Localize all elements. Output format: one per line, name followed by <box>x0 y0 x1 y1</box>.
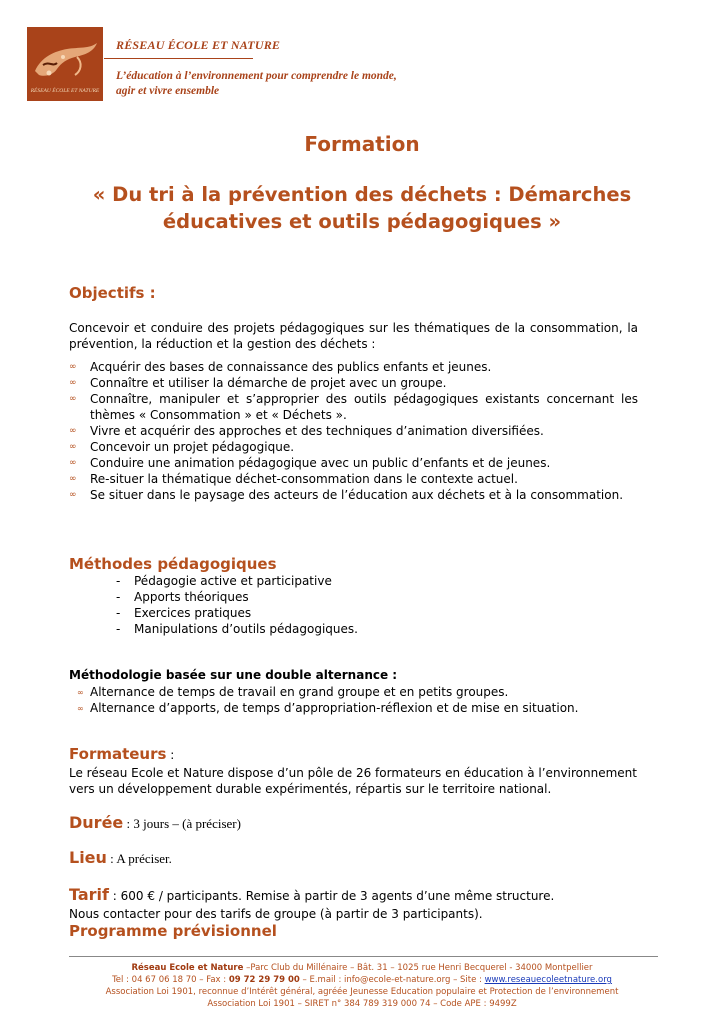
subtitle-line-1: « Du tri à la prévention des déchets : Démarches <box>92 183 632 206</box>
formateurs-text: Le réseau Ecole et Nature dispose d’un pôle de 26 formateurs en éducation à l’environnement vers un développement durable expérimentés, répartis sur le territoire national. <box>69 766 637 796</box>
website-link[interactable]: www.reseauecoleetnature.org <box>484 975 612 985</box>
tagline-line-1: L’éducation à l’environnement pour comprendre le monde, <box>116 70 397 82</box>
programme-heading: Programme prévisionnel <box>69 922 277 940</box>
list-item: ∞ Conduire une animation pédagogique avec un public d’enfants et de jeunes. <box>69 456 551 470</box>
list-item: ∞ Concevoir un projet pédagogique. <box>69 440 295 454</box>
list-item: ∞ Vivre et acquérir des approches et des techniques d’animation diversifiées. <box>69 424 544 438</box>
list-item: ∞ Se situer dans le paysage des acteurs de l’éducation aux déchets et à la consommation. <box>69 488 624 502</box>
methodes-list <box>116 573 616 637</box>
infinity-bullet-icon: ∞ <box>77 688 84 697</box>
infinity-bullet-icon: ∞ <box>69 490 77 500</box>
lieu-heading: Lieu <box>69 848 107 867</box>
duree-heading: Durée <box>69 813 124 832</box>
duree-row <box>69 813 241 832</box>
objectifs-list <box>69 359 638 503</box>
methodologie-heading: Méthodologie basée sur une double alternance : <box>69 668 398 682</box>
infinity-bullet-icon: ∞ <box>69 362 77 372</box>
tagline <box>116 69 436 99</box>
tagline-line-2: agir et vivre ensemble <box>116 85 220 97</box>
infinity-bullet-icon: ∞ <box>69 442 77 452</box>
footer <box>60 962 664 1010</box>
lieu-row <box>69 848 172 867</box>
tarif-note: Nous contacter pour des tarifs de groupe (à partir de 3 participants). <box>69 907 483 921</box>
objectifs-intro: Concevoir et conduire des projets pédagogiques sur les thématiques de la consommation, la prévention, la réduction et la gestion des déchets : <box>69 321 638 351</box>
tarif-heading: Tarif <box>69 885 109 904</box>
methodologie-list <box>69 684 638 716</box>
list-item: - Pédagogie active et participative <box>116 574 332 588</box>
list-item: ∞ Connaître et utiliser la démarche de projet avec un groupe. <box>69 376 447 390</box>
list-item: ∞ Connaître, manipuler et s’approprier des outils pédagogiques existants concernant les thèmes « Consommation » et « Déchets ». <box>69 392 638 422</box>
list-item: - Apports théoriques <box>116 590 249 604</box>
infinity-bullet-icon: ∞ <box>69 426 77 436</box>
footer-contact: Tel : 04 67 06 18 70 – Fax : 09 72 29 79 00 – E.mail : info@ecole-et-nature.org – Site : www.reseauecoleetnature.org <box>112 975 612 985</box>
footer-association: Association Loi 1901, reconnue d’Intérêt général, agréée Jeunesse Education populaire et Protection de l’environnement <box>105 987 619 997</box>
methodes-heading: Méthodes pédagogiques <box>69 555 277 573</box>
tarif-row <box>69 885 554 904</box>
infinity-bullet-icon: ∞ <box>69 394 77 404</box>
logo-caption: RÉSEAU ÉCOLE ET NATURE <box>30 88 100 94</box>
list-item: ∞ Acquérir des bases de connaissance des publics enfants et jeunes. <box>69 360 492 374</box>
subtitle-line-2: éducatives et outils pédagogiques » <box>162 210 562 233</box>
infinity-bullet-icon: ∞ <box>69 378 77 388</box>
list-item: - Exercices pratiques <box>116 606 252 620</box>
list-item: ∞ Alternance d’apports, de temps d’appropriation-réflexion et de mise en situation. <box>77 701 579 715</box>
objectifs-heading: Objectifs : <box>69 284 156 302</box>
footer-siret: Association Loi 1901 – SIRET n° 384 789 319 000 74 – Code APE : 9499Z <box>207 999 517 1009</box>
footer-org-name: Réseau Ecole et Nature <box>131 963 244 973</box>
tarif-value: : 600 € / participants. Remise à partir de 3 agents d’une même structure. <box>108 889 555 903</box>
header-rule <box>104 58 253 59</box>
organization-name: RÉSEAU ÉCOLE ET NATURE <box>116 38 281 52</box>
footer-rule <box>69 956 658 957</box>
infinity-bullet-icon: ∞ <box>69 458 77 468</box>
document-subtitle <box>60 181 664 235</box>
infinity-bullet-icon: ∞ <box>77 704 84 713</box>
duree-value: : 3 jours – (à préciser) <box>123 816 241 831</box>
lieu-value: : A préciser. <box>106 851 172 866</box>
infinity-bullet-icon: ∞ <box>69 474 77 484</box>
list-item: - Manipulations d’outils pédagogiques. <box>116 622 358 636</box>
formateurs-heading-row: Formateurs : <box>69 745 175 763</box>
list-item: ∞ Alternance de temps de travail en grand groupe et en petits groupes. <box>77 685 509 699</box>
footer-address: Réseau Ecole et Nature –Parc Club du Millénaire – Bât. 31 – 1025 rue Henri Becquerel - 34000 Montpellier <box>131 963 593 973</box>
formateurs-heading: Formateurs <box>69 745 167 763</box>
list-item: ∞ Re-situer la thématique déchet-consommation dans le contexte actuel. <box>69 472 518 486</box>
document-title: Formation <box>304 132 420 156</box>
